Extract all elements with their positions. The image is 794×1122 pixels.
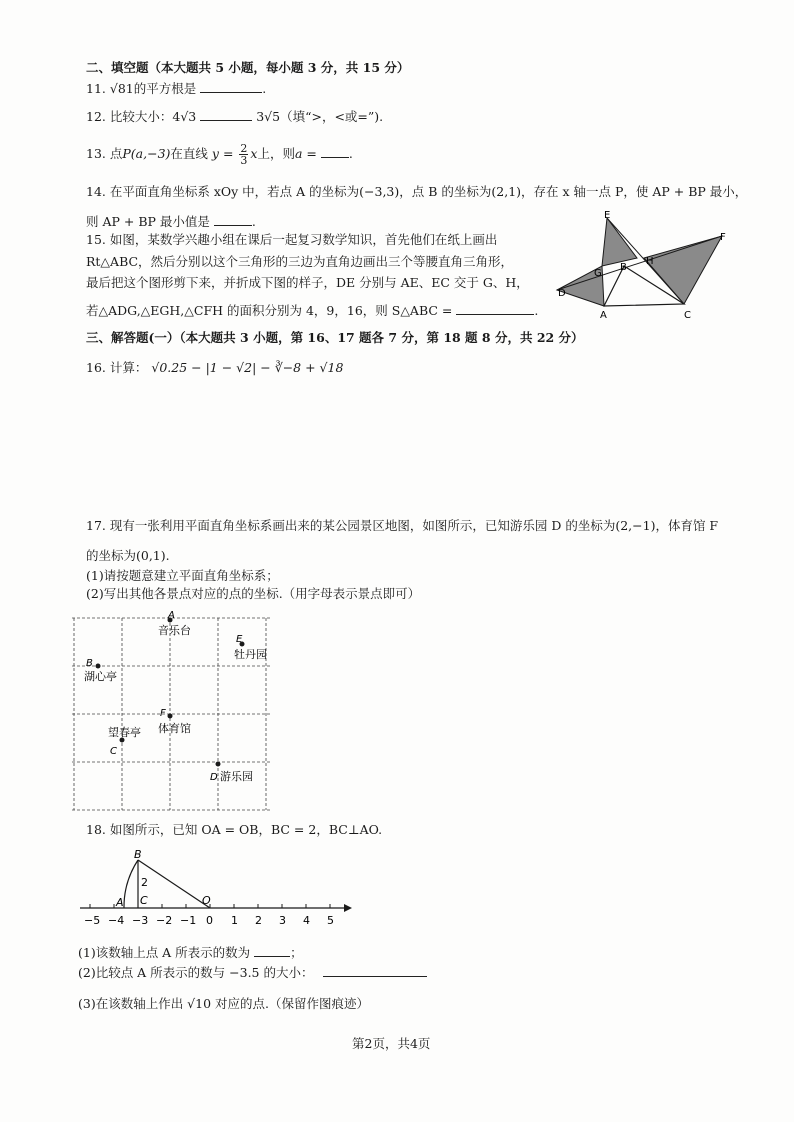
q13-line-lhs: y = (211, 146, 234, 161)
q15-number: 15. (86, 232, 106, 247)
question-15-line4: 若△ADG,△EGH,△CFH 的面积分别为 4，9，16，则 S△ABC = . (86, 303, 539, 318)
q18-label-b: B (134, 848, 142, 861)
q12-answer-blank (200, 108, 252, 121)
question-17-sub2: (2)写出其他各景点对应的点的坐标.（用字母表示景点即可） (86, 586, 421, 601)
tick-label: 0 (206, 914, 213, 927)
q13-answer-var: a = (295, 146, 317, 161)
q11-expression: √81 (109, 81, 134, 96)
section2-heading: 二、填空题（本大题共 5 小题，每小题 3 分，共 15 分） (86, 60, 410, 75)
q11-answer-blank (200, 80, 262, 93)
question-15-line3: 最后把这个图形剪下来，并折成下图的样子，DE 分别与 AE、EC 交于 G、H， (86, 275, 529, 290)
fig15-triangle-egh (602, 218, 637, 266)
q18-label-o: O (202, 894, 211, 907)
map-label-b-letter: B (86, 658, 93, 669)
map-label-a-letter: A (168, 610, 175, 621)
q16-text: 计算： (109, 360, 148, 375)
q14-number: 14. (86, 184, 106, 199)
q12-text-2: 3√5（填“>，<或=”). (256, 109, 384, 124)
q15-line-1: 如图，某数学兴趣小组在课后一起复习数学知识，首先他们在纸上画出 (109, 232, 498, 247)
q13-text: 点 (109, 146, 123, 161)
map-label-d-letter: D (210, 772, 218, 783)
q17-park-map-grid (72, 608, 282, 820)
q13-fraction: $\frac{2}{3}$ (240, 142, 248, 167)
q13-line-rhs: x (250, 146, 258, 161)
fig15-label-c: C (684, 310, 691, 320)
question-15-line1 (86, 232, 497, 248)
q15-folded-triangles-figure (552, 208, 732, 320)
tick-label: −2 (156, 914, 173, 927)
map-label-f-letter: F (160, 708, 166, 719)
tick-label: 4 (303, 914, 310, 927)
tick-label: 5 (327, 914, 334, 927)
fig15-triangle-cfh (644, 236, 722, 304)
question-17-line2: 的坐标为(0,1). (86, 548, 170, 563)
q12-number: 12. (86, 109, 106, 124)
map-label-b-name: 湖心亭 (84, 670, 117, 683)
q14-answer-blank (214, 213, 252, 226)
map-point-f (168, 714, 173, 719)
question-15-line2: Rt△ABC，然后分别以这个三角形的三边为直角边画出三个等腰直角三角形， (86, 254, 514, 269)
fig15-label-h: H (646, 256, 654, 267)
q13-point: P(a,−3) (122, 146, 171, 161)
map-label-c-letter: C (110, 746, 117, 757)
question-14-line2: 则 AP + BP 最小值是 . (86, 214, 256, 229)
q18-number: 18. (86, 822, 106, 837)
q14-text: 在平面直角坐标系 xOy 中，若点 A 的坐标为(−3,3)，点 B 的坐标为(2,1)，存在 x 轴一点 P，使 AP + BP 最小， (109, 184, 748, 199)
question-18-sub1: (1)该数轴上点 A 所表示的数为 ； (78, 945, 303, 960)
tick-label: 2 (255, 914, 262, 927)
fig15-label-f: F (720, 232, 726, 243)
number-axis-arrow (344, 904, 352, 912)
map-label-a-name: 音乐台 (158, 624, 191, 637)
fig15-label-g: G (594, 268, 602, 279)
tick-label: −1 (180, 914, 197, 927)
map-label-f-name: 体育馆 (158, 722, 191, 735)
question-13: 13. 点P(a,−3)在直线 y = $\frac{2}{3}$ x上，则a = . (86, 142, 353, 167)
question-11: 11. √81的平方根是 . (86, 81, 267, 96)
tick-label: −5 (84, 914, 101, 927)
tick-label: 3 (279, 914, 286, 927)
question-17-sub1: (1)请按题意建立平面直角坐标系； (86, 568, 279, 583)
map-label-e-name: 牡丹园 (234, 648, 267, 661)
q16-number: 16. (86, 360, 106, 375)
tick-label: −4 (108, 914, 125, 927)
fig15-label-d: D (558, 288, 566, 299)
q12-text: 比较大小：4√3 (109, 109, 197, 124)
segment-bo (138, 860, 210, 908)
question-18-sub3: (3)在该数轴上作出 √10 对应的点.（保留作图痕迹） (78, 996, 369, 1011)
q16-expression: √0.25 − |1 − √2| − ∛−8 + √18 (151, 360, 344, 375)
q13-text-3: 上，则 (257, 146, 295, 161)
q18-number-line-figure (76, 846, 356, 932)
map-label-e-letter: E (236, 634, 243, 645)
q18-label-length: 2 (141, 876, 148, 889)
q18-label-a: A (116, 896, 124, 909)
question-18-sub2 (78, 964, 427, 981)
map-label-c-name: 望春亭 (108, 726, 141, 739)
question-18 (86, 822, 382, 838)
q14-text-2: 则 AP + BP 最小值是 (86, 214, 210, 229)
q11-number: 11. (86, 81, 106, 96)
q18-sub1-text: (1)该数轴上点 A 所表示的数为 (78, 945, 251, 960)
q13-number: 13. (86, 146, 106, 161)
map-point-b (96, 664, 101, 669)
fig15-label-b: B (620, 262, 627, 273)
question-14-line1 (86, 184, 747, 200)
q13-answer-blank (321, 145, 349, 158)
page-footer: 第2页，共4页 (352, 1036, 431, 1051)
q18-sub1-blank (254, 944, 290, 957)
q11-text: 的平方根是 (133, 81, 197, 96)
q17-number: 17. (86, 518, 106, 533)
map-label-d-name: 游乐园 (220, 770, 253, 783)
question-16 (86, 360, 343, 376)
q15-answer-blank (456, 302, 534, 315)
arc-ba (124, 860, 138, 908)
q18-sub2-blank (323, 964, 427, 977)
tick-label: 1 (231, 914, 238, 927)
tick-label: −3 (132, 914, 149, 927)
section3-heading: 三、解答题(一）（本大题共 3 小题，第 16、17 题各 7 分，第 18 题 8 分，共 22 分） (86, 330, 584, 345)
q18-sub2-text: (2)比较点 A 所表示的数与 −3.5 的大小： (78, 965, 314, 980)
fig15-label-e: E (604, 210, 611, 221)
question-12 (86, 108, 383, 125)
q17-line-1: 现有一张利用平面直角坐标系画出来的某公园景区地图，如图所示，已知游乐园 D 的坐标为(2,−1)，体育馆 F (109, 518, 719, 533)
q15-line-4: 若△ADG,△EGH,△CFH 的面积分别为 4，9，16，则 S△ABC = (86, 303, 453, 318)
question-17-line1 (86, 518, 718, 534)
map-point-d (216, 762, 221, 767)
q13-text-2: 在直线 (170, 146, 208, 161)
q18-label-c: C (140, 894, 148, 907)
fig15-label-a: A (600, 310, 607, 320)
q18-text: 如图所示，已知 OA = OB，BC = 2，BC⊥AO. (109, 822, 383, 837)
